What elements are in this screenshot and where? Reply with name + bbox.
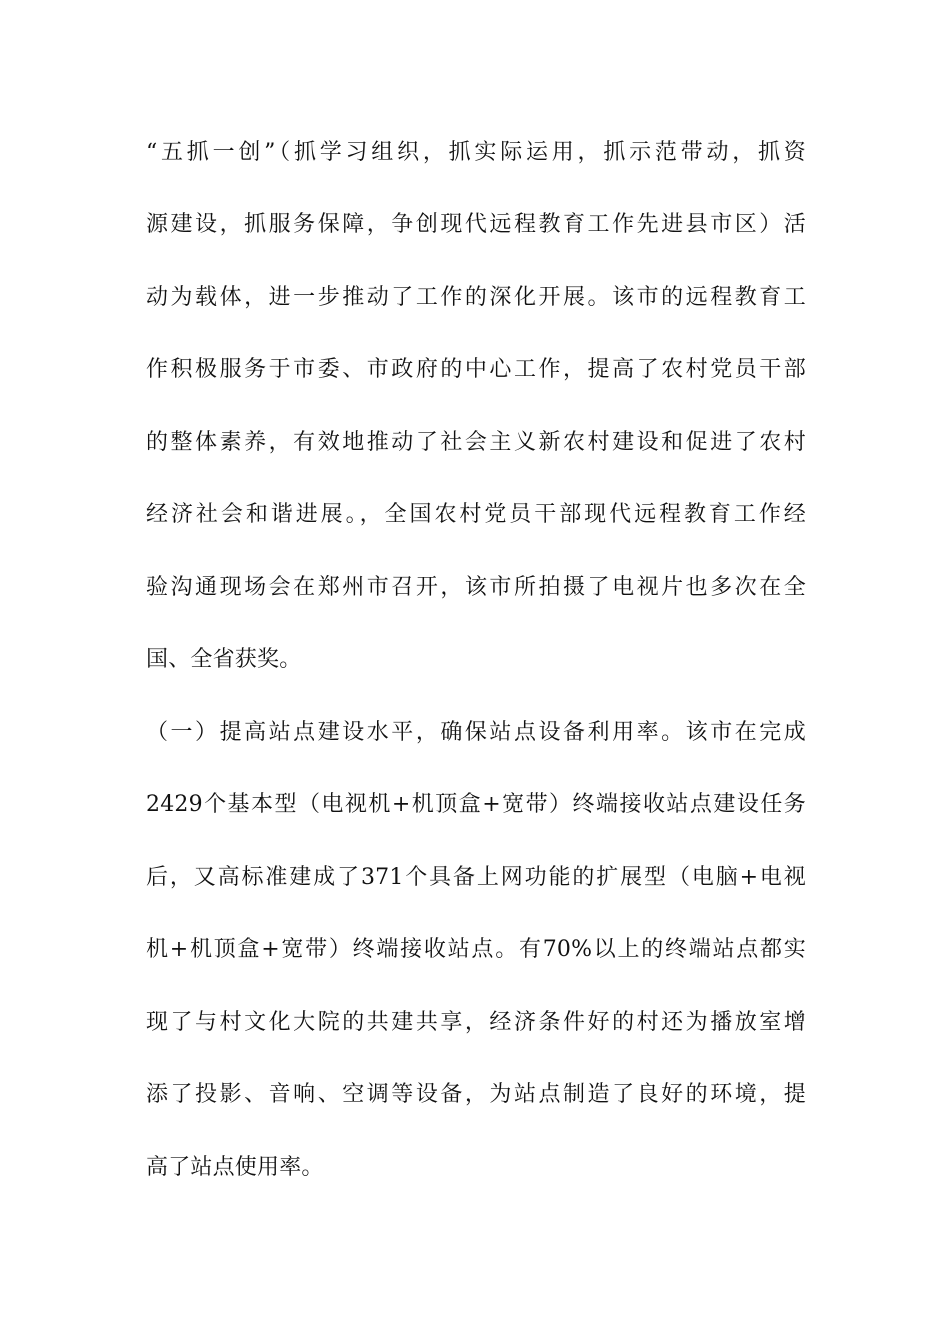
paragraph-line: 后，又高标准建成了371个具备上网功能的扩展型（电脑+电视 [146,865,806,890]
paragraph-line: 添了投影、音响、空调等设备，为站点制造了良好的环境，提 [146,1082,806,1107]
paragraph-line: 国、全省获奖。 [146,647,302,672]
paragraph-line: 现了与村文化大院的共建共享，经济条件好的村还为播放室增 [146,1010,806,1035]
paragraph-line: 的整体素养，有效地推动了社会主义新农村建设和促进了农村 [146,430,806,455]
paragraph-line: 源建设，抓服务保障，争创现代远程教育工作先进县市区）活 [146,212,806,237]
paragraph-line: 作积极服务于市委、市政府的中心工作，提高了农村党员干部 [146,357,806,382]
paragraph-line: 2429个基本型（电视机+机顶盒+宽带）终端接收站点建设任务 [146,792,806,817]
paragraph-line: 高了站点使用率。 [146,1155,324,1180]
paragraph-line: “五抓一创”（抓学习组织，抓实际运用，抓示范带动，抓资 [146,140,806,165]
paragraph-line: 机+机顶盒+宽带）终端接收站点。有70%以上的终端站点都实 [146,937,806,962]
paragraph-line: （一）提高站点建设水平，确保站点设备利用率。该市在完成 [146,720,806,745]
paragraph-line: 验沟通现场会在郑州市召开，该市所拍摄了电视片也多次在全 [146,575,806,600]
paragraph-line: 动为载体，进一步推动了工作的深化开展。该市的远程教育工 [146,285,806,310]
paragraph-line: 经济社会和谐进展。，全国农村党员干部现代远程教育工作经 [146,502,806,527]
